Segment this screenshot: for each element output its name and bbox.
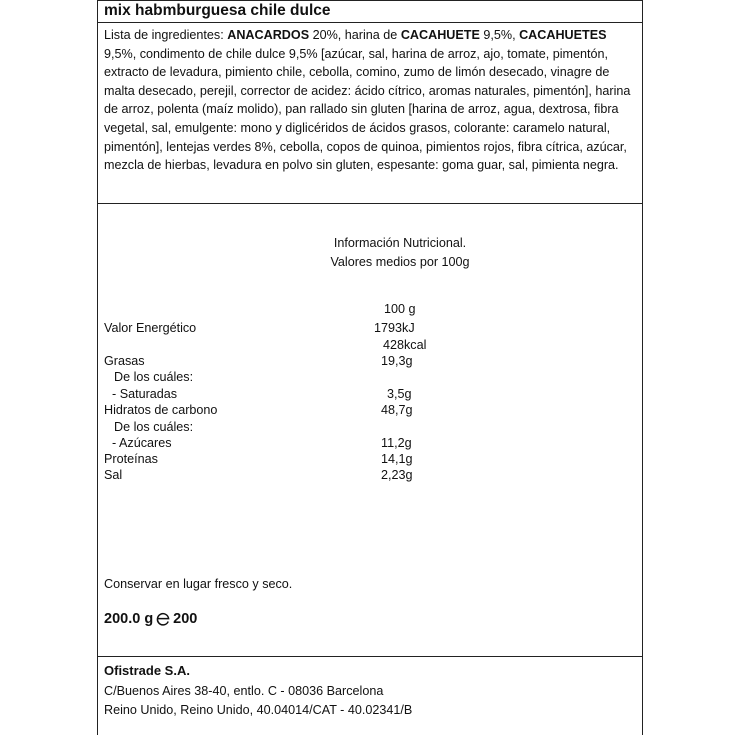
nutrition-row-label: De los cuáles:	[114, 370, 194, 384]
nutrition-column-header: 100 g	[384, 302, 416, 316]
ingredient-segment: CACAHUETE	[400, 28, 480, 42]
net-weight-value: 200.0 g	[104, 611, 154, 627]
product-title: mix habmburguesa chile dulce	[104, 2, 331, 19]
nutrition-row-label: Proteínas	[104, 452, 158, 466]
net-weight	[104, 611, 197, 627]
nutrition-row-label: Sal	[104, 468, 123, 482]
nutrition-row-value: 48,7g	[381, 403, 413, 417]
ingredients-list	[104, 26, 634, 175]
title-divider	[97, 22, 643, 23]
nutrition-row-value: 1793kJ	[374, 321, 415, 335]
ingredients-divider	[97, 203, 643, 204]
company-address-line2: Reino Unido, Reino Unido, 40.04014/CAT - 40.02341/B	[104, 703, 413, 717]
nutrition-row-value: 19,3g	[381, 354, 413, 368]
nutrition-row-label: De los cuáles:	[114, 420, 194, 434]
company-name: Ofistrade S.A.	[104, 663, 190, 678]
company-divider	[97, 656, 643, 657]
estimated-sign-icon	[156, 612, 170, 626]
company-address-line1: C/Buenos Aires 38-40, entlo. C - 08036 Barcelona	[104, 684, 384, 698]
storage-instructions: Conservar en lugar fresco y seco.	[104, 577, 293, 591]
nutrition-heading-line2: Valores medios por 100g	[330, 255, 470, 269]
ingredient-segment: 20%, harina de	[309, 28, 401, 42]
ingredient-segment: CACAHUETES	[519, 28, 607, 42]
nutrition-row-value: 11,2g	[381, 436, 412, 450]
nutrition-row-value: 428kcal	[383, 338, 427, 352]
nutrition-row-value: 2,23g	[381, 468, 413, 482]
nutrition-row-label: - Saturadas	[112, 387, 178, 401]
nutrition-row-label: Valor Energético	[104, 321, 197, 335]
nutrition-row-value: 3,5g	[387, 387, 412, 401]
nutrition-row-label: Hidratos de carbono	[104, 403, 218, 417]
ingredients-lead: Lista de ingredientes:	[104, 28, 228, 42]
net-weight-count: 200	[173, 611, 198, 627]
nutrition-row-label: Grasas	[104, 354, 145, 368]
ingredient-segment: 9,5%, condimento de chile dulce 9,5% [azúcar, sal, harina de arroz, ajo, tomate, pimentón, extracto de levadura, pimiento chile, cebolla, comino, zumo de limón desecado, vinagre de malta desecado, perejil, corrector de acidez: ácido cítrico, aromas naturales, pimentón], harina de arroz, polenta (maíz molido), pan rallado sin gluten [harina de arroz, agua, dextrosa, fibra vegetal, sal, emulgente: mono y diglicéridos de ácidos grasos, colorante: caramelo natural, pimentón], lentejas verdes 8%, cebolla, copos de quinoa, pimientos rojos, fibra cítrica, azúcar, mezcla de hierbas, levadura en polvo sin gluten, espesante: goma guar, sal, pimienta negra.	[104, 46, 631, 173]
nutrition-row-label: - Azúcares	[112, 436, 172, 450]
ingredient-segment: ANACARDOS	[227, 28, 310, 42]
nutrition-heading-line1: Información Nutricional.	[333, 236, 467, 250]
nutrition-heading	[300, 234, 500, 272]
ingredient-segment: 9,5%,	[479, 28, 520, 42]
nutrition-row-value: 14,1g	[381, 452, 413, 466]
top-border	[97, 0, 643, 1]
